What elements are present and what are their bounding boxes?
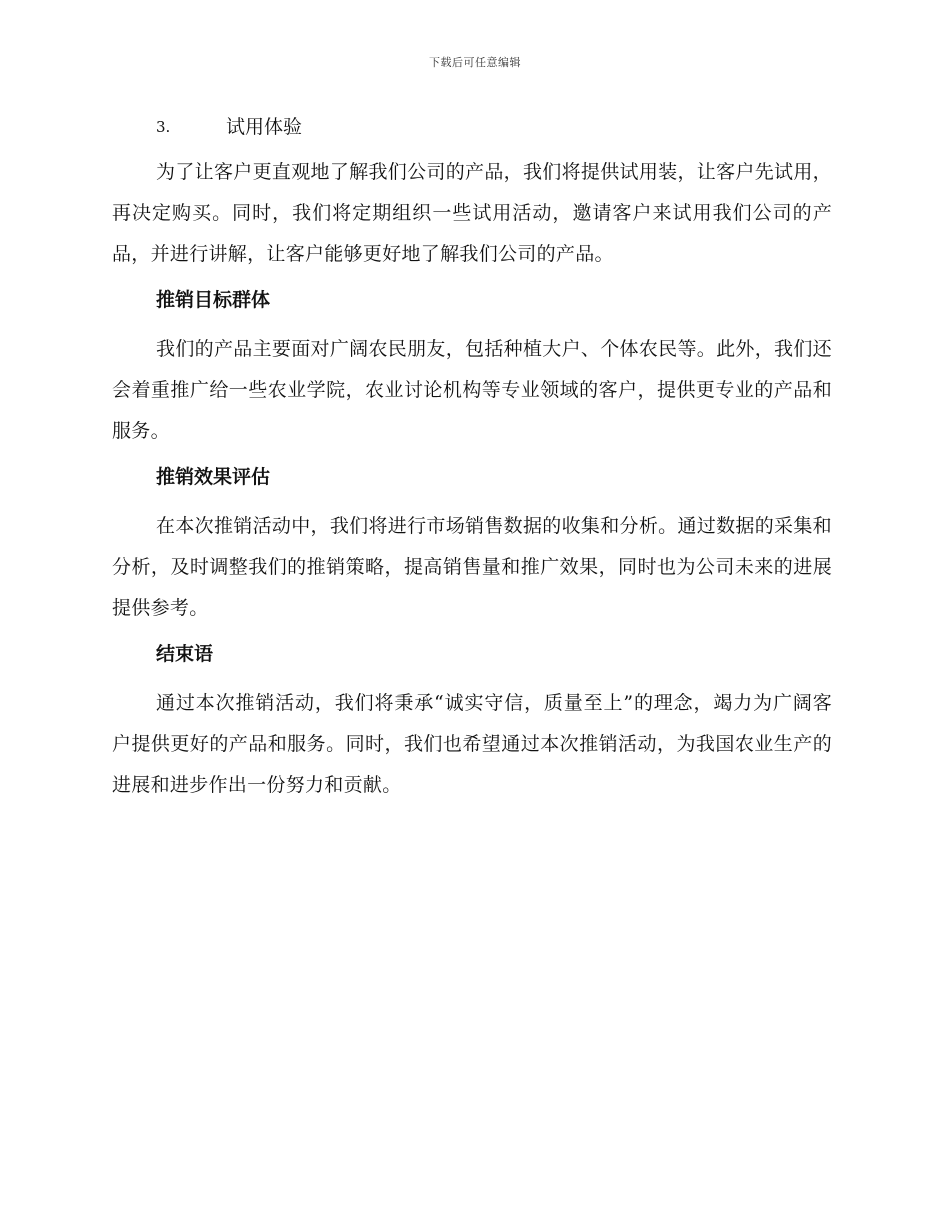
trial-paragraph: 为了让客户更直观地了解我们公司的产品，我们将提供试用装，让客户先试用，再决定购买。同时，我们将定期组织一些试用活动，邀请客户来试用我们公司的产品，并进行讲解，让客户能够更好地了解我们公司的产品。	[112, 161, 832, 265]
trial-heading	[156, 110, 832, 144]
conclusion-paragraph: 通过本次推销活动，我们将秉承“诚实守信，质量至上”的理念，竭力为广阔客户提供更好的产品和服务。同时，我们也希望通过本次推销活动，为我国农业生产的进展和进步作出一份努力和贡献。	[112, 692, 832, 796]
target-group-paragraph: 我们的产品主要面对广阔农民朋友，包括种植大户、个体农民等。此外，我们还会着重推广给一些农业学院，农业讨论机构等专业领域的客户，提供更专业的产品和服务。	[112, 338, 832, 442]
conclusion-heading: 结束语	[156, 643, 214, 665]
target-group-heading: 推销目标群体	[156, 289, 271, 311]
trial-heading-title: 试用体验	[226, 116, 303, 138]
trial-heading-number: 3.	[156, 118, 171, 136]
document-body	[112, 110, 832, 812]
evaluation-heading: 推销效果评估	[156, 466, 271, 488]
header-note: 下载后可任意编辑	[429, 56, 521, 69]
evaluation-paragraph: 在本次推销活动中，我们将进行市场销售数据的收集和分析。通过数据的采集和分析，及时调整我们的推销策略，提高销售量和推广效果，同时也为公司未来的进展提供参考。	[112, 515, 832, 619]
